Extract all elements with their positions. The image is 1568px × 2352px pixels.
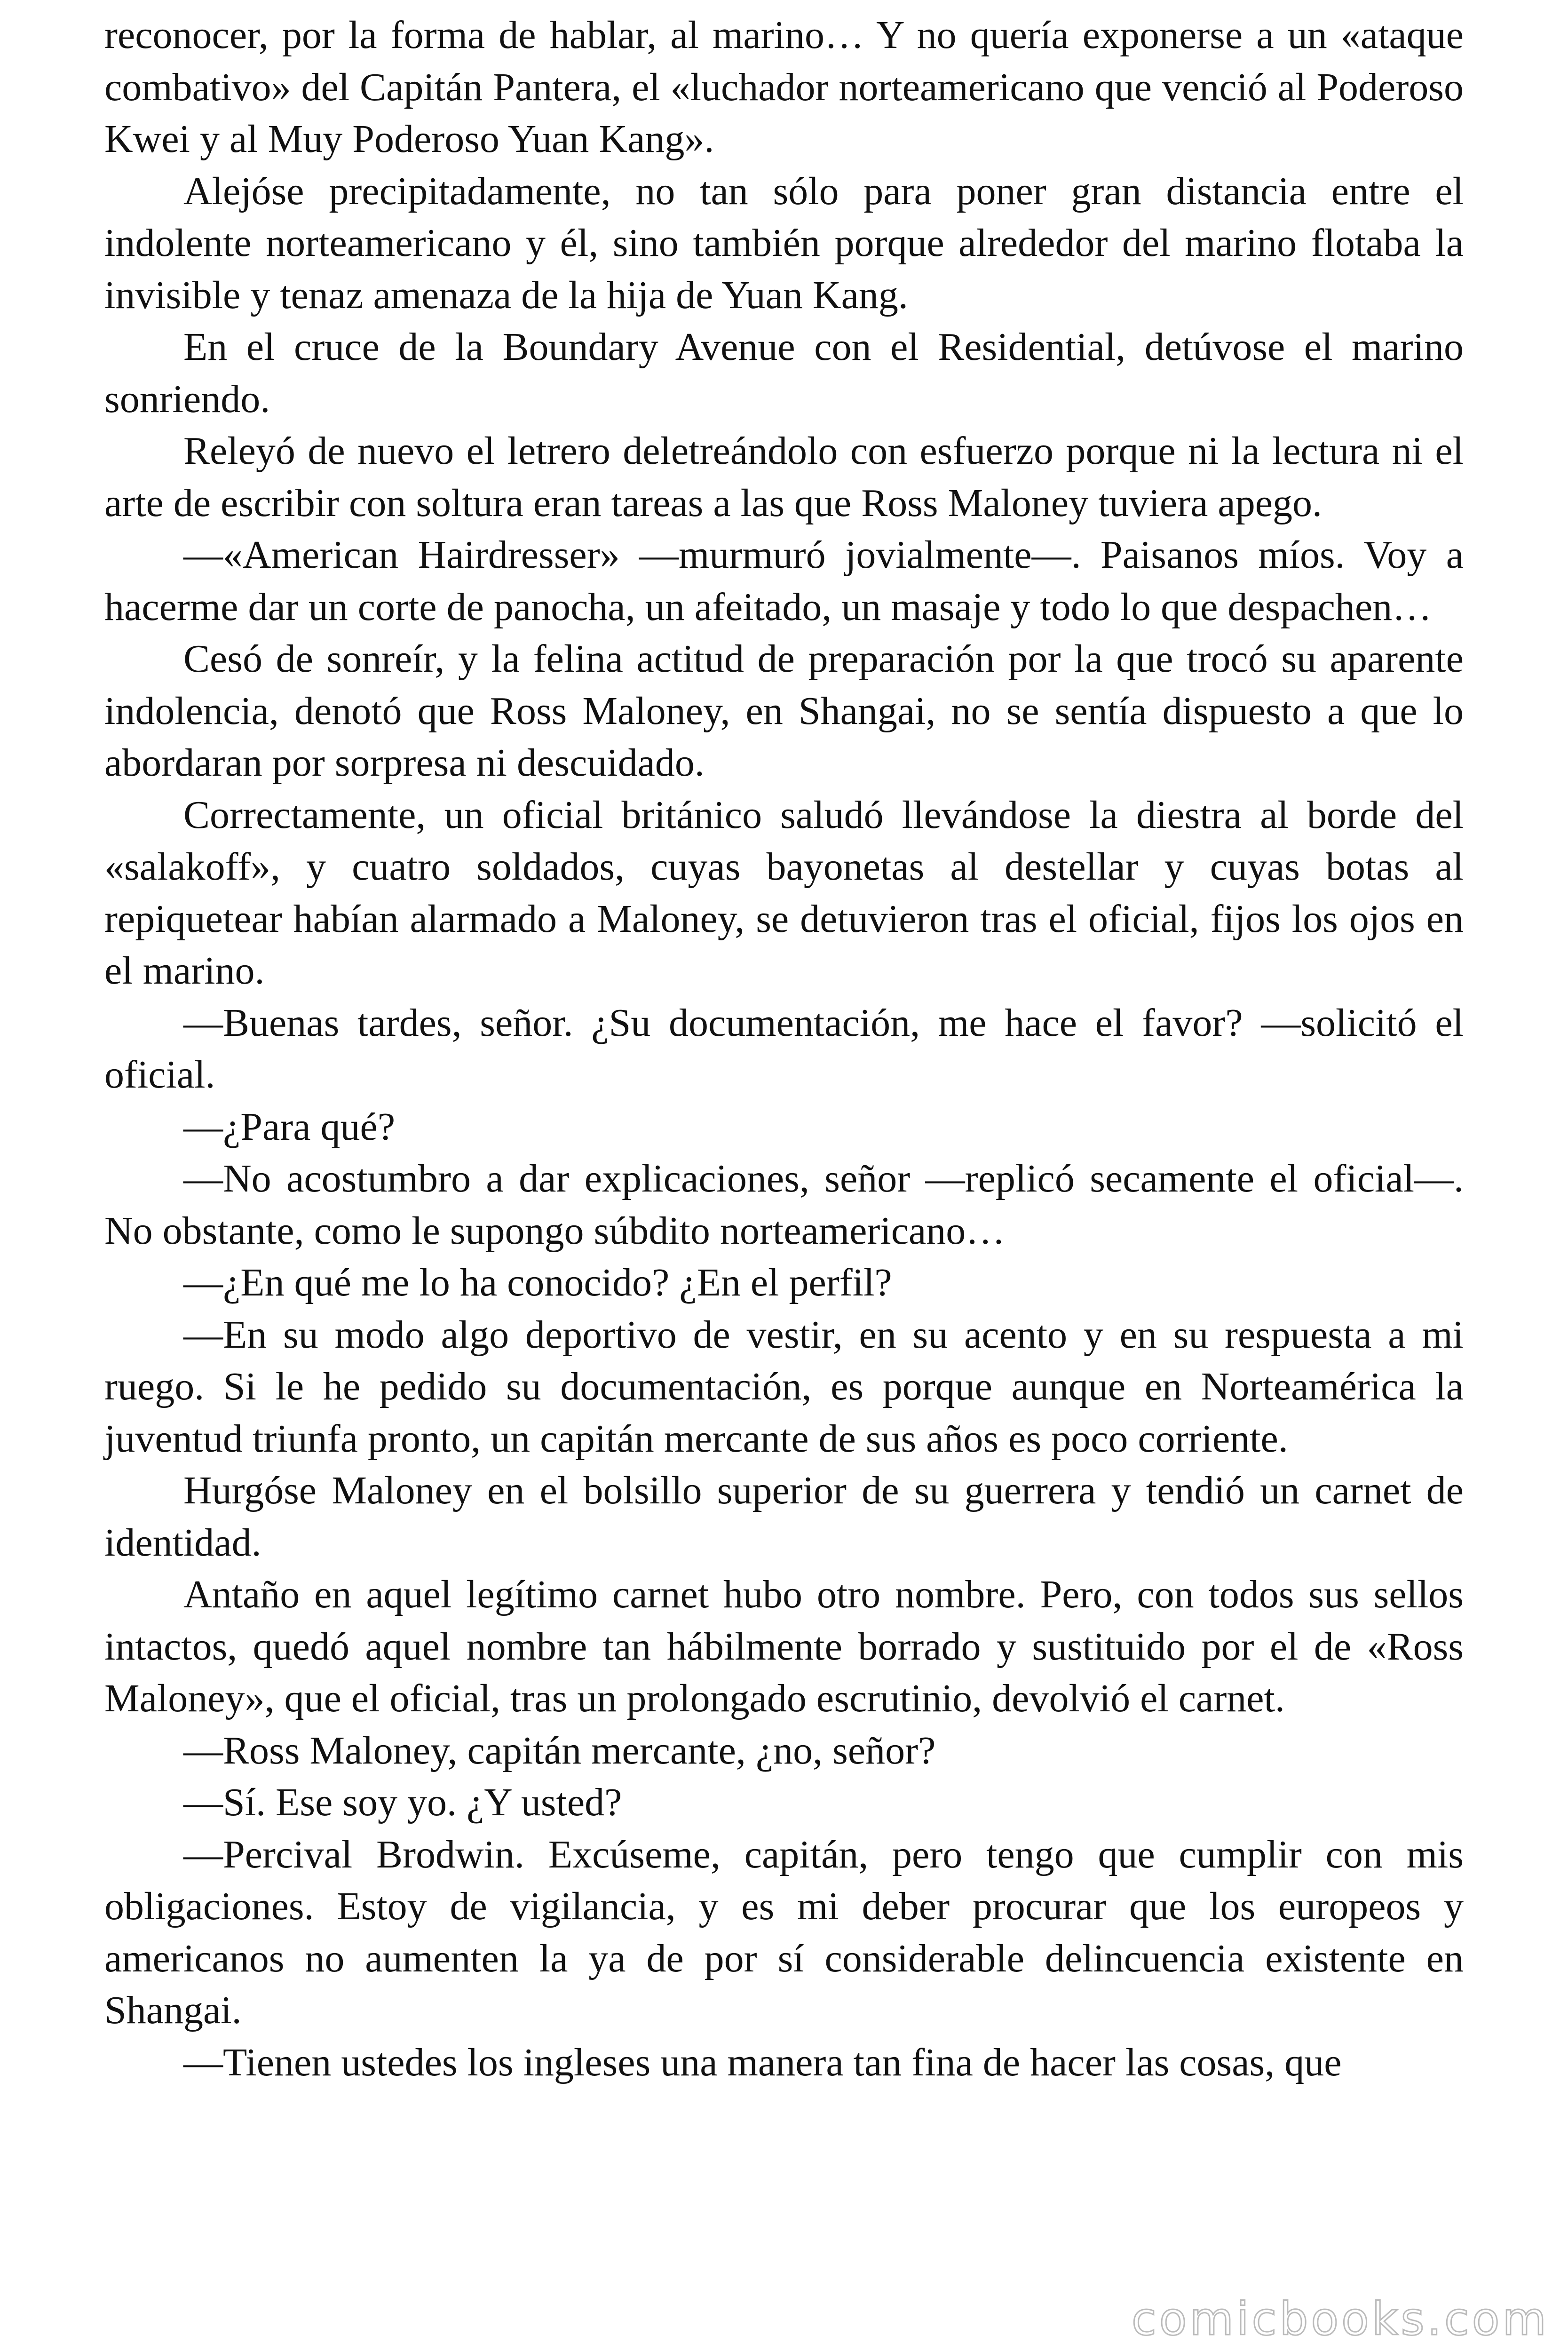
paragraph: Cesó de sonreír, y la felina actitud de preparación por la que trocó su aparente indolencia, denotó que Ross Maloney, en Shangai, no se sentía dispuesto a que lo abordaran por sorpresa ni descuidado. <box>104 637 1464 785</box>
paragraph: Antaño en aquel legítimo carnet hubo otro nombre. Pero, con todos sus sellos intactos, quedó aquel nombre tan hábilmente borrado y sustituido por el de «Ross Maloney», que el oficial, tras un prolongado escrutinio, devolvió el carnet. <box>104 1573 1464 1720</box>
paragraph: —«American Hairdresser» —murmuró jovialmente—. Paisanos míos. Voy a hacerme dar un corte de panocha, un afeitado, un masaje y todo lo que despachen… <box>104 533 1464 629</box>
paragraph: En el cruce de la Boundary Avenue con el Residential, detúvose el marino sonriendo. <box>104 325 1464 421</box>
paragraph: —Percival Brodwin. Excúseme, capitán, pero tengo que cumplir con mis obligaciones. Estoy de vigilancia, y es mi deber procurar que los europeos y americanos no aumenten la ya de por sí considerable delincuencia existente en Shangai. <box>104 1832 1464 2032</box>
body-text <box>104 9 1464 2089</box>
paragraph: —Buenas tardes, señor. ¿Su documentación, me hace el favor? —solicitó el oficial. <box>104 1001 1464 1097</box>
paragraph: —Ross Maloney, capitán mercante, ¿no, señor? <box>183 1728 936 1772</box>
paragraph: —¿Para qué? <box>183 1104 396 1149</box>
paragraph: Releyó de nuevo el letrero deletreándolo con esfuerzo porque ni la lectura ni el arte de escribir con soltura eran tareas a las que Ross Maloney tuviera apego. <box>104 429 1464 525</box>
paragraph: Hurgóse Maloney en el bolsillo superior de su guerrera y tendió un carnet de identidad. <box>104 1469 1464 1565</box>
paragraph: Alejóse precipitadamente, no tan sólo para poner gran distancia entre el indolente norteamericano y él, sino también porque alrededor del marino flotaba la invisible y tenaz amenaza de la hija de Yuan Kang. <box>104 169 1464 317</box>
paragraph: reconocer, por la forma de hablar, al marino… Y no quería exponerse a un «ataque combativo» del Capitán Pantera, el «luchador norteamericano que venció al Poderoso Kwei y al Muy Poderoso Yuan Kang». <box>104 13 1464 161</box>
paragraph: —En su modo algo deportivo de vestir, en su acento y en su respuesta a mi ruego. Si le he pedido su documentación, es porque aunque en Norteamérica la juventud triunfa pronto, un capitán mercante de sus años es poco corriente. <box>104 1312 1464 1461</box>
paragraph: —¿En qué me lo ha conocido? ¿En el perfil? <box>183 1261 892 1304</box>
watermark: comicbooks.com <box>1131 2293 1549 2345</box>
paragraph: —Sí. Ese soy yo. ¿Y usted? <box>183 1780 622 1824</box>
paragraph: Correctamente, un oficial británico saludó llevándose la diestra al borde del «salakoff», y cuatro soldados, cuyas bayonetas al destellar y cuyas botas al repiquetear habían alarmado a Maloney, se detuvieron tras el oficial, fijos los ojos en el marino. <box>104 793 1464 993</box>
paragraph: —Tienen ustedes los ingleses una manera tan fina de hacer las cosas, que <box>183 2040 1342 2084</box>
paragraph: —No acostumbro a dar explicaciones, señor —replicó secamente el oficial—. No obstante, como le supongo súbdito norteamericano… <box>104 1157 1464 1253</box>
